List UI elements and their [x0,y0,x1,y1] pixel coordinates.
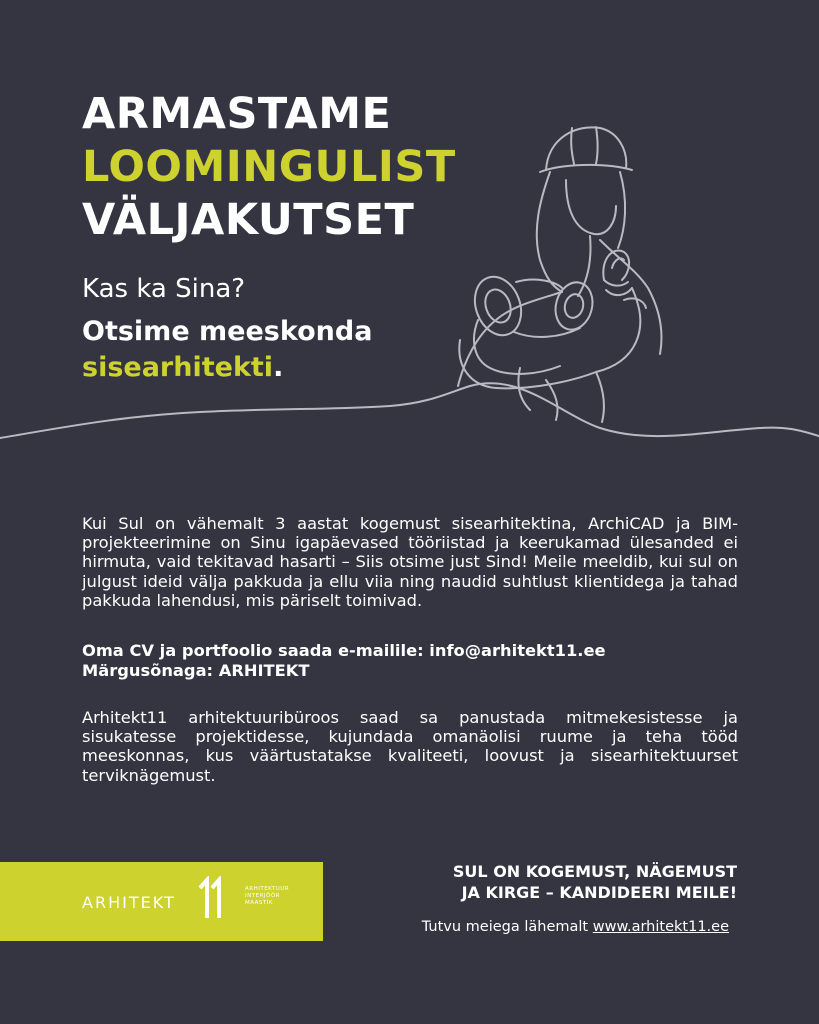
headline-line-3: VÄLJAKUTSET [82,195,415,245]
visit-prefix: Tutvu meiega lähemalt [421,919,593,935]
cv-email-line: Oma CV ja portfoolio saada e-mailile: info@arhitekt11.ee [82,641,606,660]
logo-wordmark: ARHITEKT [82,893,176,912]
cv-instructions [82,641,606,680]
slogan-line-1: SUL ON KOGEMUST, NÄGEMUST [452,862,737,881]
question-text: Kas ka Sina? [82,274,246,304]
slogan [453,861,737,903]
seeking-heading [82,314,372,386]
seeking-line: Otsime meeskonda [82,316,373,347]
company-paragraph: Arhitekt11 arhitektuuribüroos saad sa panustada mitmekesistesse ja sisukatesse projektidesse, kujundada omanäolisi ruume ja teha tööd meeskonnas, kus väärtustatakse kvaliteeti, loovust ja sisearhitektuurset terviknägemust. [82,708,738,785]
cv-keyword-line: Märgusõnaga: ARHITEKT [82,660,310,680]
slogan-line-2: JA KIRGE – KANDIDEERI MEILE! [461,883,737,902]
requirements-paragraph: Kui Sul on vähemalt 3 aastat kogemust sisearhitektina, ArchiCAD ja BIM-projekteerimine on Sinu igapäevased tööriistad ja keerukamad ülesanded ei hirmuta, vaid tekitavad hasarti – Siis otsime just Sind! Meile meeldib, kui sul on julgust ideid välja pakkuda ja ellu viia ning naudid suhtlust klientidega ja tahad pakkuda lahendusi, mis päriselt toimivad. [82,514,738,610]
arhitekt11-logo-mark-icon [198,876,224,922]
headline-line-2: LOOMINGULIST [82,142,456,192]
logo-tag-1: ARHITEKTUUR [245,886,290,892]
seeking-highlight: sisearhitekti [82,352,274,383]
logo-tag-2: INTERJÖÖR [245,893,280,899]
headline-line-1: ARMASTAME [82,89,392,139]
logo-tag-3: MAASTIK [245,900,274,906]
visit-line [422,919,729,935]
seeking-period: . [273,352,284,383]
logo-tagline [245,886,289,907]
logo-block [0,862,323,941]
website-link[interactable]: www.arhitekt11.ee [592,919,729,935]
